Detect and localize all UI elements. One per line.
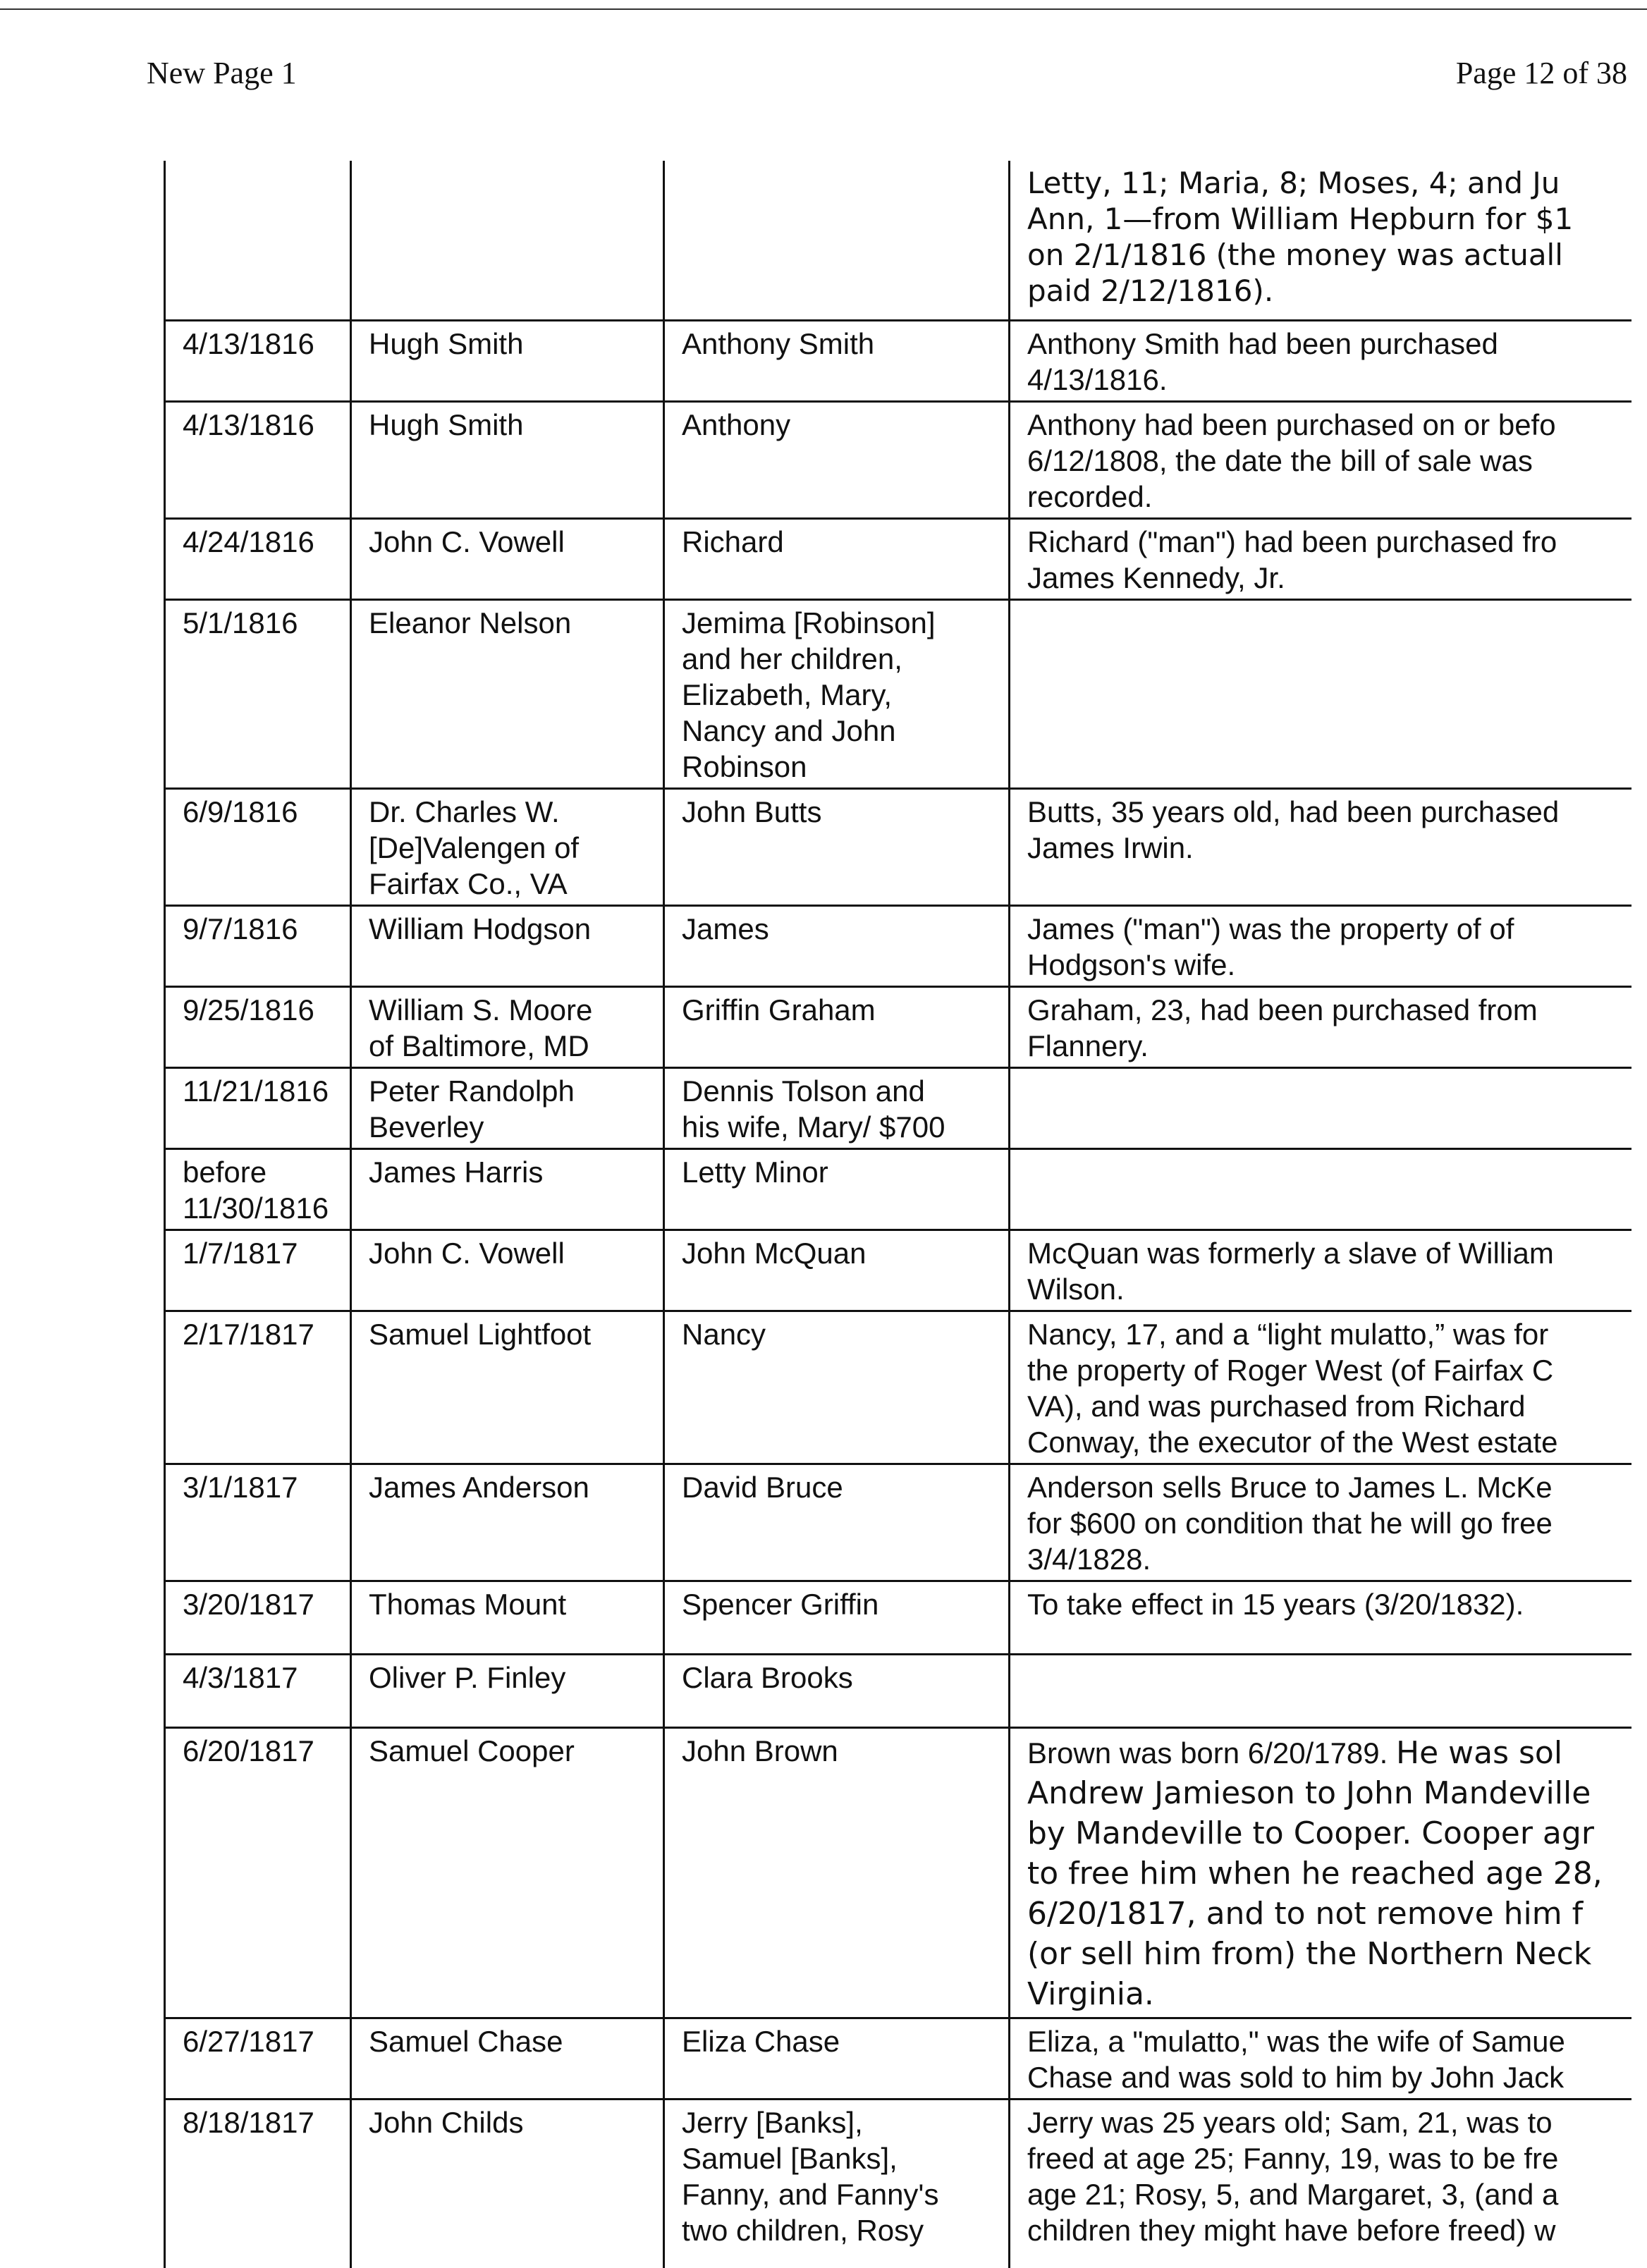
person-cell: Griffin Graham bbox=[664, 986, 1010, 1067]
notes-cell: Eliza, a "mulatto," was the wife of Samue Chase and was sold to him by John Jack bbox=[1010, 2018, 1631, 2099]
grantor-cell: Eleanor Nelson bbox=[351, 599, 664, 788]
table-row bbox=[165, 2099, 1631, 2268]
table-row bbox=[165, 1727, 1631, 2018]
table-row bbox=[165, 788, 1631, 905]
grantor-cell: Peter Randolph Beverley bbox=[351, 1067, 664, 1148]
table-row bbox=[165, 518, 1631, 599]
notes-cell: Graham, 23, had been purchased from Flannery. bbox=[1010, 986, 1631, 1067]
date-cell: 3/1/1817 bbox=[165, 1464, 351, 1581]
person-cell: Jemima [Robinson] and her children, Elizabeth, Mary, Nancy and John Robinson bbox=[664, 599, 1010, 788]
table-row bbox=[165, 161, 1631, 320]
grantor-cell: Samuel Cooper bbox=[351, 1727, 664, 2018]
date-cell: 11/21/1816 bbox=[165, 1067, 351, 1148]
notes-cell: Anthony had been purchased on or befo 6/12/1808, the date the bill of sale was recorded. bbox=[1010, 401, 1631, 518]
date-cell: 4/3/1817 bbox=[165, 1654, 351, 1727]
date-cell: 6/9/1816 bbox=[165, 788, 351, 905]
person-cell: Spencer Griffin bbox=[664, 1581, 1010, 1654]
table-row bbox=[165, 905, 1631, 986]
notes-cell-part-a: Brown was born 6/20/1789. bbox=[1027, 1736, 1396, 1770]
person-cell: John McQuan bbox=[664, 1230, 1010, 1311]
table-row bbox=[165, 2018, 1631, 2099]
notes-cell bbox=[1010, 1148, 1631, 1230]
grantor-cell: Samuel Lightfoot bbox=[351, 1311, 664, 1464]
notes-cell: Jerry was 25 years old; Sam, 21, was to freed at age 25; Fanny, 19, was to be fre age 21; Rosy, 5, and Margaret, 3, (and a children they might have before freed) w bbox=[1010, 2099, 1631, 2268]
table-row bbox=[165, 1464, 1631, 1581]
notes-cell bbox=[1010, 1727, 1631, 2018]
grantor-cell: Hugh Smith bbox=[351, 320, 664, 401]
table-row bbox=[165, 599, 1631, 788]
page-number: Page 12 of 38 bbox=[1455, 56, 1627, 90]
date-cell: 9/25/1816 bbox=[165, 986, 351, 1067]
person-cell: Eliza Chase bbox=[664, 2018, 1010, 2099]
grantor-cell: John C. Vowell bbox=[351, 518, 664, 599]
notes-cell: Anthony Smith had been purchased 4/13/1816. bbox=[1010, 320, 1631, 401]
notes-cell: McQuan was formerly a slave of William Wilson. bbox=[1010, 1230, 1631, 1311]
date-cell: 4/13/1816 bbox=[165, 320, 351, 401]
grantor-cell: John Childs bbox=[351, 2099, 664, 2268]
notes-cell: To take effect in 15 years (3/20/1832). bbox=[1010, 1581, 1631, 1654]
records-table bbox=[164, 161, 1631, 2268]
notes-cell: Nancy, 17, and a “light mulatto,” was for the property of Roger West (of Fairfax C VA), and was purchased from Richard Conway, the executor of the West estate bbox=[1010, 1311, 1631, 1464]
grantor-cell: Oliver P. Finley bbox=[351, 1654, 664, 1727]
page-title: New Page 1 bbox=[147, 56, 297, 90]
grantor-cell: James Anderson bbox=[351, 1464, 664, 1581]
grantor-cell: Thomas Mount bbox=[351, 1581, 664, 1654]
person-cell: John Brown bbox=[664, 1727, 1010, 2018]
person-cell: Richard bbox=[664, 518, 1010, 599]
notes-cell: Richard ("man") had been purchased fro James Kennedy, Jr. bbox=[1010, 518, 1631, 599]
date-cell: 5/1/1816 bbox=[165, 599, 351, 788]
grantor-cell: John C. Vowell bbox=[351, 1230, 664, 1311]
date-cell: 9/7/1816 bbox=[165, 905, 351, 986]
date-cell: 3/20/1817 bbox=[165, 1581, 351, 1654]
date-cell: 1/7/1817 bbox=[165, 1230, 351, 1311]
grantor-cell bbox=[351, 161, 664, 320]
grantor-cell: Hugh Smith bbox=[351, 401, 664, 518]
date-cell bbox=[165, 161, 351, 320]
table-row bbox=[165, 1230, 1631, 1311]
date-cell: 2/17/1817 bbox=[165, 1311, 351, 1464]
date-cell: 6/27/1817 bbox=[165, 2018, 351, 2099]
notes-cell: Letty, 11; Maria, 8; Moses, 4; and Ju Ann, 1—from William Hepburn for $1 on 2/1/1816 (the money was actuall paid 2/12/1816). bbox=[1010, 161, 1631, 320]
person-cell: David Bruce bbox=[664, 1464, 1010, 1581]
date-cell: 4/13/1816 bbox=[165, 401, 351, 518]
date-cell: 8/18/1817 bbox=[165, 2099, 351, 2268]
date-cell: 4/24/1816 bbox=[165, 518, 351, 599]
notes-cell-part-b: He was sol Andrew Jamieson to John Mandeville by Mandeville to Cooper. Cooper agr to free him when he reached age 28, 6/20/1817, and to not remove him f (or sell him from) the Northern Neck Virginia. bbox=[1027, 1734, 1603, 2012]
grantor-cell: James Harris bbox=[351, 1148, 664, 1230]
person-cell: Jerry [Banks], Samuel [Banks], Fanny, and Fanny's two children, Rosy bbox=[664, 2099, 1010, 2268]
person-cell: Dennis Tolson and his wife, Mary/ $700 bbox=[664, 1067, 1010, 1148]
notes-cell: Anderson sells Bruce to James L. McKe for $600 on condition that he will go free 3/4/1828. bbox=[1010, 1464, 1631, 1581]
table-row bbox=[165, 986, 1631, 1067]
person-cell bbox=[664, 161, 1010, 320]
date-cell: 6/20/1817 bbox=[165, 1727, 351, 2018]
notes-cell bbox=[1010, 1654, 1631, 1727]
table-row bbox=[165, 1581, 1631, 1654]
table-row bbox=[165, 1148, 1631, 1230]
person-cell: Clara Brooks bbox=[664, 1654, 1010, 1727]
notes-cell: James ("man") was the property of of Hodgson's wife. bbox=[1010, 905, 1631, 986]
table-row bbox=[165, 1654, 1631, 1727]
grantor-cell: William Hodgson bbox=[351, 905, 664, 986]
grantor-cell: Samuel Chase bbox=[351, 2018, 664, 2099]
notes-cell bbox=[1010, 1067, 1631, 1148]
table-row bbox=[165, 1311, 1631, 1464]
person-cell: Anthony bbox=[664, 401, 1010, 518]
date-cell: before 11/30/1816 bbox=[165, 1148, 351, 1230]
person-cell: Letty Minor bbox=[664, 1148, 1010, 1230]
table-row bbox=[165, 320, 1631, 401]
notes-cell: Butts, 35 years old, had been purchased James Irwin. bbox=[1010, 788, 1631, 905]
table-row bbox=[165, 1067, 1631, 1148]
grantor-cell: Dr. Charles W. [De]Valengen of Fairfax Co., VA bbox=[351, 788, 664, 905]
grantor-cell: William S. Moore of Baltimore, MD bbox=[351, 986, 664, 1067]
person-cell: Nancy bbox=[664, 1311, 1010, 1464]
top-rule bbox=[0, 8, 1647, 10]
table-row bbox=[165, 401, 1631, 518]
person-cell: John Butts bbox=[664, 788, 1010, 905]
person-cell: James bbox=[664, 905, 1010, 986]
notes-cell bbox=[1010, 599, 1631, 788]
person-cell: Anthony Smith bbox=[664, 320, 1010, 401]
